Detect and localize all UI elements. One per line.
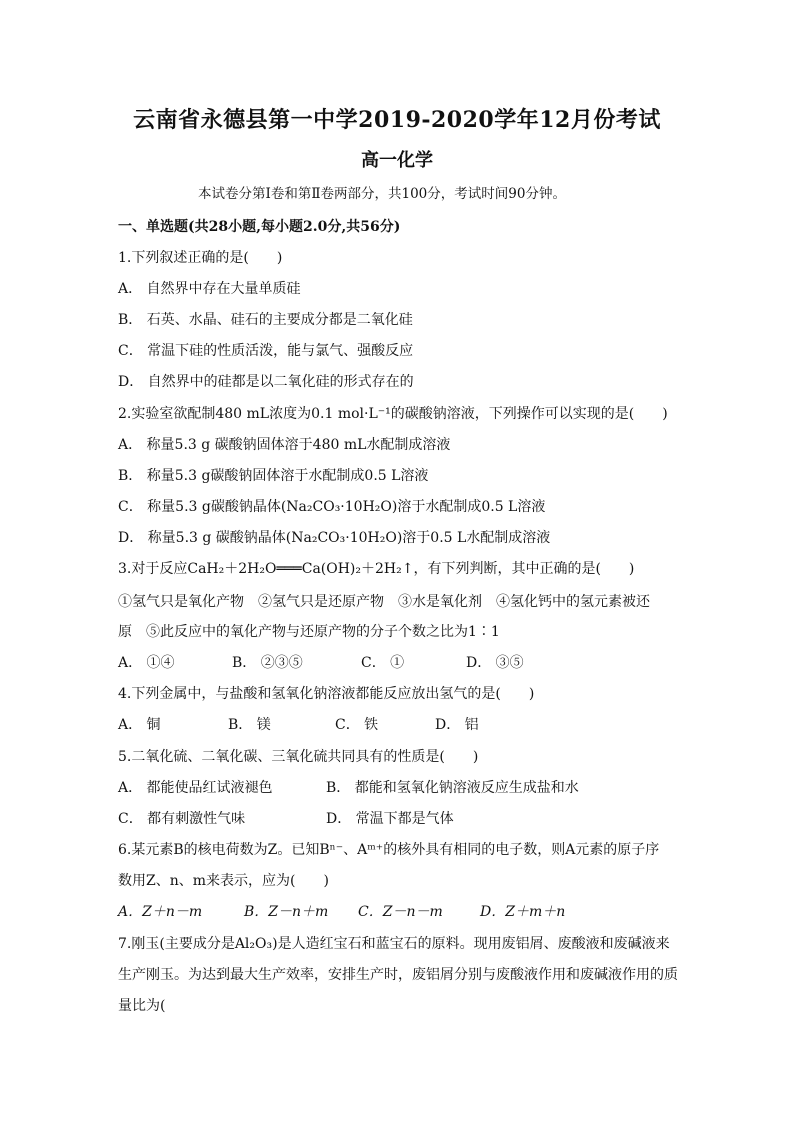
q5-option-d: D． 常温下都是气体 <box>326 811 454 827</box>
q4-option-d: D． 铝 <box>435 717 479 733</box>
q3-option-c: C． ① <box>361 655 405 671</box>
q4-option-a: A． 铜 <box>118 717 161 733</box>
q7-stem-line2: 生产刚玉。为达到最大生产效率，安排生产时，废铝屑分别与废酸液作用和废碱液作用的质 <box>118 967 678 983</box>
q3-stem: 3.对于反应CaH₂＋2H₂O═══Ca(OH)₂＋2H₂↑，有下列判断，其中正确的是( ) <box>118 561 635 577</box>
exam-intro: 本试卷分第Ⅰ卷和第Ⅱ卷两部分，共100分，考试时间90分钟。 <box>198 186 566 202</box>
q7-stem-line1: 7.刚玉(主要成分是Al₂O₃)是人造红宝石和蓝宝石的原料。现用废铝屑、废酸液和废碱液来 <box>118 936 670 952</box>
q3-option-d: D． ③⑤ <box>466 655 524 671</box>
q1-stem: 1.下列叙述正确的是( ) <box>118 250 283 266</box>
q4-option-c: C． 铁 <box>335 717 379 733</box>
q3-statements-line1: ①氢气只是氧化产物 ②氢气只是还原产物 ③水是氧化剂 ④氢化钙中的氢元素被还 <box>118 594 650 610</box>
q1-option-a: A． 自然界中存在大量单质硅 <box>118 281 301 297</box>
q3-statements-line2: 原 ⑤此反应中的氧化产物与还原产物的分子个数之比为1∶1 <box>118 624 500 640</box>
q4-option-b: B． 镁 <box>228 717 271 733</box>
q3-option-a: A． ①④ <box>118 655 175 671</box>
q2-option-b: B． 称量5.3 g碳酸钠固体溶于水配制成0.5 L溶液 <box>118 468 429 484</box>
q1-option-d: D． 自然界中的硅都是以二氧化硅的形式存在的 <box>118 374 414 390</box>
q6-option-b: B．Z－n＋m <box>244 904 329 920</box>
q7-stem-line3: 量比为( <box>118 998 166 1014</box>
q4-stem: 4.下列金属中，与盐酸和氢氧化钠溶液都能反应放出氢气的是( ) <box>118 686 535 702</box>
q6-option-d: D．Z＋m＋n <box>480 904 566 920</box>
q1-option-c: C． 常温下硅的性质活泼，能与氯气、强酸反应 <box>118 343 414 359</box>
q2-stem: 2.实验室欲配制480 mL浓度为0.1 mol·L⁻¹的碳酸钠溶液，下列操作可以实现的是( ) <box>118 406 668 422</box>
q6-option-c: C．Z－n－m <box>358 904 443 920</box>
q5-option-b: B． 都能和氢氧化钠溶液反应生成盐和水 <box>326 780 579 796</box>
q3-option-b: B． ②③⑤ <box>232 655 303 671</box>
q5-stem: 5.二氧化硫、二氧化碳、三氧化硫共同具有的性质是( ) <box>118 749 479 765</box>
q5-option-c: C． 都有刺激性气味 <box>118 811 246 827</box>
q6-stem-line2: 数用Z、n、m来表示，应为( ) <box>118 873 329 889</box>
section-heading: 一、单选题(共28小题,每小题2.0分,共56分) <box>118 219 401 235</box>
q5-option-a: A． 都能使品红试液褪色 <box>118 780 273 796</box>
q1-option-b: B． 石英、水晶、硅石的主要成分都是二氧化硅 <box>118 312 413 328</box>
exam-title: 云南省永德县第一中学2019-2020学年12月份考试 <box>133 107 661 133</box>
q6-stem-line1: 6.某元素B的核电荷数为Z。已知Bⁿ⁻、Aᵐ⁺的核外具有相同的电子数，则A元素的原子序 <box>118 842 660 858</box>
q2-option-d: D． 称量5.3 g 碳酸钠晶体(Na₂CO₃·10H₂O)溶于0.5 L水配制成溶液 <box>118 530 551 546</box>
exam-subject: 高一化学 <box>361 150 433 171</box>
q2-option-a: A． 称量5.3 g 碳酸钠固体溶于480 mL水配制成溶液 <box>118 437 451 453</box>
q6-option-a: A．Z＋n－m <box>118 904 203 920</box>
q2-option-c: C． 称量5.3 g碳酸钠晶体(Na₂CO₃·10H₂O)溶于水配制成0.5 L溶液 <box>118 499 546 515</box>
